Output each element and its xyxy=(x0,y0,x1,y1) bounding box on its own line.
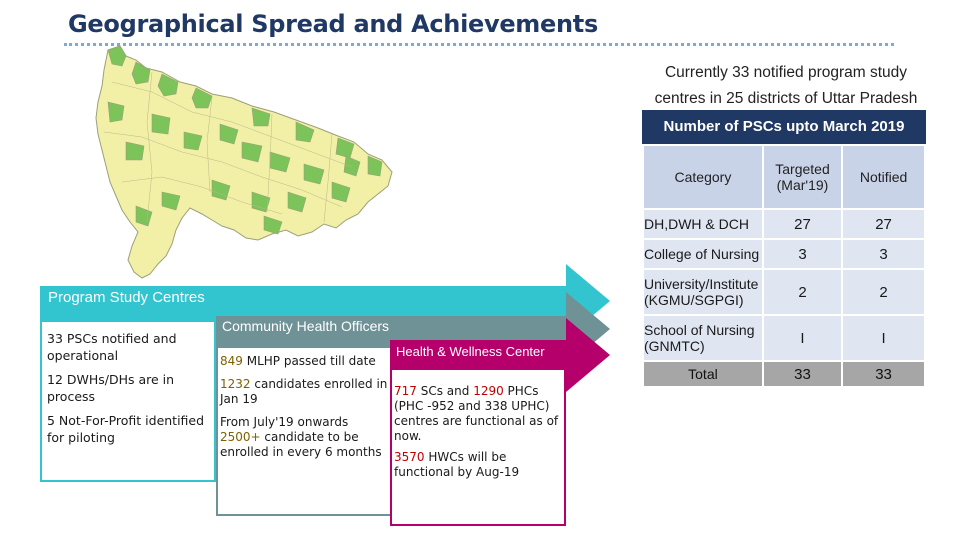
table-header-row xyxy=(643,145,925,209)
list-item xyxy=(47,412,217,446)
table-row xyxy=(643,315,925,361)
row-category: DH,DWH & DCH xyxy=(643,209,763,239)
stat-number: 1290 xyxy=(473,384,504,398)
row-category: School of Nursing (GNMTC) xyxy=(643,315,763,361)
hwc-section-title: Health & Wellness Center xyxy=(396,344,545,359)
list-item xyxy=(47,371,217,405)
stat-text: candidates enrolled in Jan 19 xyxy=(220,377,388,406)
row-targeted: I xyxy=(763,315,842,361)
stat-text: Not-For-Profit identified for piloting xyxy=(47,413,205,445)
stat-number: 33 xyxy=(47,331,63,346)
psc-table-title: Number of PSCs upto March 2019 xyxy=(642,110,926,144)
column-header-targeted: Targeted (Mar'19) xyxy=(763,145,842,209)
list-item xyxy=(220,415,390,460)
column-header-notified: Notified xyxy=(842,145,925,209)
uttar-pradesh-map xyxy=(92,42,432,282)
list-item xyxy=(394,450,564,480)
psc-section-title: Program Study Centres xyxy=(48,289,205,306)
hwc-arrow-head xyxy=(566,318,610,392)
column-header-category: Category xyxy=(643,145,763,209)
row-notified: 2 xyxy=(842,269,925,315)
list-item xyxy=(47,330,217,364)
list-item xyxy=(220,354,390,369)
table-row xyxy=(643,209,925,239)
table-row xyxy=(643,269,925,315)
list-item xyxy=(220,377,390,407)
stat-number: 2500+ xyxy=(220,430,261,444)
row-notified: 27 xyxy=(842,209,925,239)
row-targeted: 3 xyxy=(763,239,842,269)
page-title: Geographical Spread and Achievements xyxy=(68,10,598,38)
row-targeted: 2 xyxy=(763,269,842,315)
stat-text: PHCs (PHC -952 and 338 UPHC) centres are functional as of now. xyxy=(394,384,559,443)
stat-number: 717 xyxy=(394,384,417,398)
caption-line-2: centres in 25 districts of Uttar Pradesh xyxy=(654,90,918,107)
row-notified: 3 xyxy=(842,239,925,269)
stat-text: candidate to be enrolled in every 6 months xyxy=(220,430,382,459)
psc-list xyxy=(47,330,217,453)
stat-number: 849 xyxy=(220,354,243,368)
table-row xyxy=(643,239,925,269)
table-total-row xyxy=(643,361,925,387)
psc-table-panel xyxy=(642,110,926,388)
psc-caption xyxy=(640,60,932,112)
stat-number: 3570 xyxy=(394,450,425,464)
stat-text: PSCs notified and operational xyxy=(47,331,177,363)
stat-number: 12 xyxy=(47,372,63,387)
stat-text: DWHs/DHs are in process xyxy=(47,372,175,404)
list-item xyxy=(394,384,564,444)
stat-number: 5 xyxy=(47,413,55,428)
row-category: College of Nursing xyxy=(643,239,763,269)
stat-text: SCs and xyxy=(416,384,474,398)
total-targeted: 33 xyxy=(763,361,842,387)
total-notified: 33 xyxy=(842,361,925,387)
row-notified: I xyxy=(842,315,925,361)
row-targeted: 27 xyxy=(763,209,842,239)
caption-line-1: Currently 33 notified program study xyxy=(664,64,908,81)
stat-number: 1232 xyxy=(220,377,251,391)
total-label: Total xyxy=(643,361,763,387)
hwc-list xyxy=(394,384,564,486)
row-category: University/Institute (KGMU/SGPGI) xyxy=(643,269,763,315)
stat-prefix: From July'19 onwards xyxy=(220,415,349,429)
stat-text: HWCs will be functional by Aug-19 xyxy=(394,450,520,479)
stat-text: MLHP passed till date xyxy=(242,354,376,368)
cho-list xyxy=(220,354,390,468)
cho-section-title: Community Health Officers xyxy=(222,318,390,334)
psc-table xyxy=(642,144,926,388)
